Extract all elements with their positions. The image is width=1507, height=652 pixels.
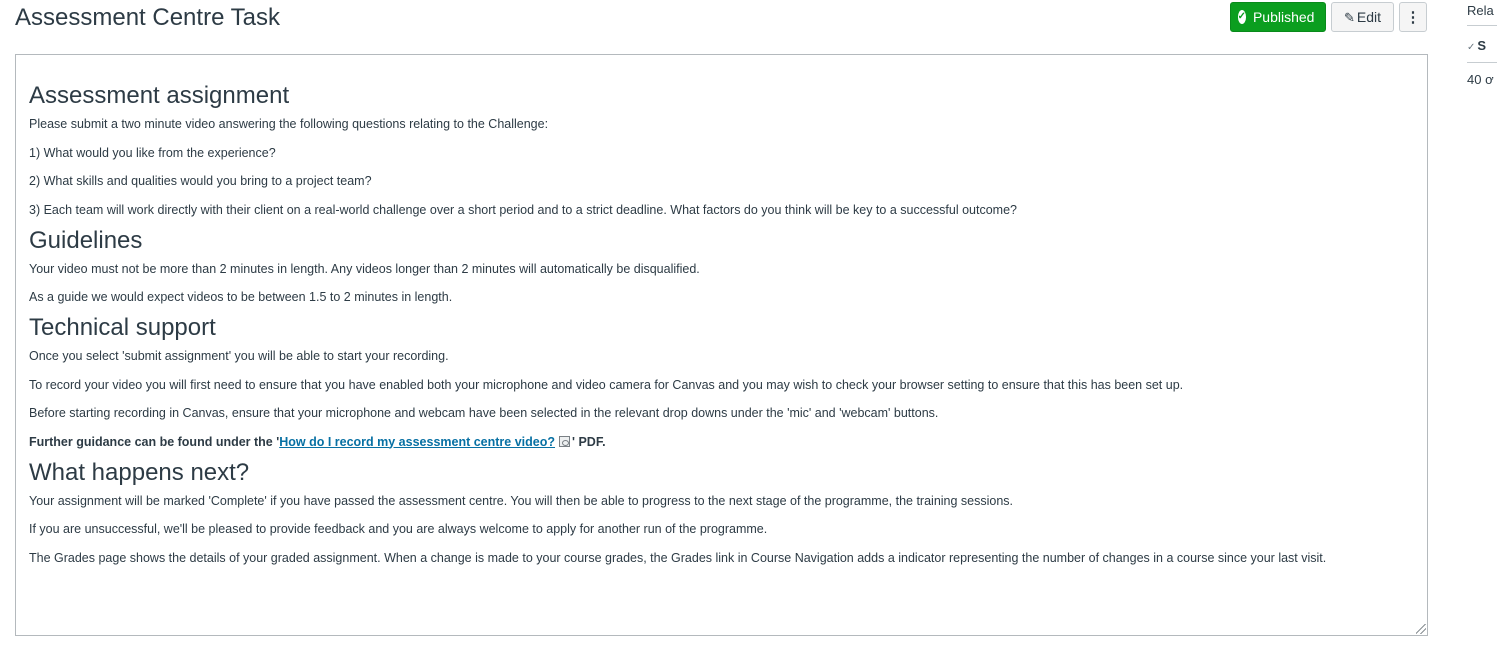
guidance-pdf-link[interactable]: How do I record my assessment centre video? — [279, 434, 556, 449]
page-title: Assessment Centre Task — [15, 4, 280, 31]
check-icon: ✓ — [1467, 42, 1476, 53]
question-3: 3) Each team will work directly with their client on a real-world challenge over a short period and to a strict deadline. What factors do you think will be key to a successful outcome? — [29, 202, 1017, 217]
sidebar-item-label: S — [1477, 38, 1487, 53]
guidance-prefix: Further guidance can be found under the ' — [29, 434, 280, 449]
sidebar-title: Rela — [1467, 3, 1494, 18]
check-circle-icon: ✓ — [1237, 11, 1246, 22]
section-paragraph: The Grades page shows the details of your graded assignment. When a change is made to your course grades, the Grades link in Course Navigation adds a indicator representing the number of changes in a course since your last visit. — [29, 550, 1327, 565]
section-paragraph: As a guide we would expect videos to be between 1.5 to 2 minutes in length. — [29, 290, 453, 304]
toolbar — [1230, 2, 1427, 32]
question-2: 2) What skills and qualities would you bring to a project team? — [29, 174, 372, 188]
section-paragraph: Your assignment will be marked 'Complete' if you have passed the assessment centre. You will then be able to progress to the next stage of the programme, the training sessions. — [29, 493, 1014, 508]
sidebar-divider — [1467, 25, 1497, 26]
edit-button[interactable] — [1331, 2, 1394, 32]
sidebar-divider — [1467, 62, 1497, 63]
section-heading-guidelines: Guidelines — [29, 226, 143, 254]
assignment-description[interactable] — [15, 54, 1428, 636]
section-heading-what-happens-next: What happens next? — [29, 458, 250, 486]
section-paragraph: Please submit a two minute video answering the following questions relating to the Challenge: — [29, 117, 549, 131]
section-paragraph: If you are unsuccessful, we'll be pleased to provide feedback and you are always welcome to apply for another run of the programme. — [29, 522, 768, 536]
published-button[interactable] — [1230, 2, 1326, 32]
question-1: 1) What would you like from the experience? — [29, 145, 276, 160]
edit-label: Edit — [1356, 9, 1382, 25]
guidance-suffix: ' PDF. — [572, 434, 606, 449]
pencil-icon: ✎ — [1343, 9, 1355, 25]
guidance-paragraph — [29, 434, 1414, 451]
section-paragraph: Once you select 'submit assignment' you will be able to start your recording. — [29, 349, 449, 363]
sidebar-item[interactable] — [1467, 38, 1486, 53]
section-paragraph: To record your video you will first need to ensure that you have enabled both your microphone and video camera for Canvas and you may wish to check your browser setting to ensure that this has been set up. — [29, 377, 1184, 392]
sidebar-count: 40 ơ — [1467, 72, 1494, 87]
section-paragraph: Your video must not be more than 2 minutes in length. Any videos longer than 2 minutes will automatically be disqualified. — [29, 261, 700, 276]
more-options-button[interactable] — [1399, 2, 1427, 32]
section-paragraph: Before starting recording in Canvas, ensure that your microphone and webcam have been selected in the relevant drop downs under the 'mic' and 'webcam' buttons. — [29, 406, 939, 420]
published-label: Published — [1252, 9, 1315, 25]
kebab-menu-icon: ⋮ — [1405, 8, 1421, 26]
pdf-preview-icon[interactable] — [559, 436, 570, 447]
section-heading-technical-support: Technical support — [29, 314, 216, 341]
description-content — [29, 82, 1414, 567]
section-heading-assessment: Assessment assignment — [29, 82, 290, 109]
resize-handle[interactable] — [1416, 624, 1426, 634]
